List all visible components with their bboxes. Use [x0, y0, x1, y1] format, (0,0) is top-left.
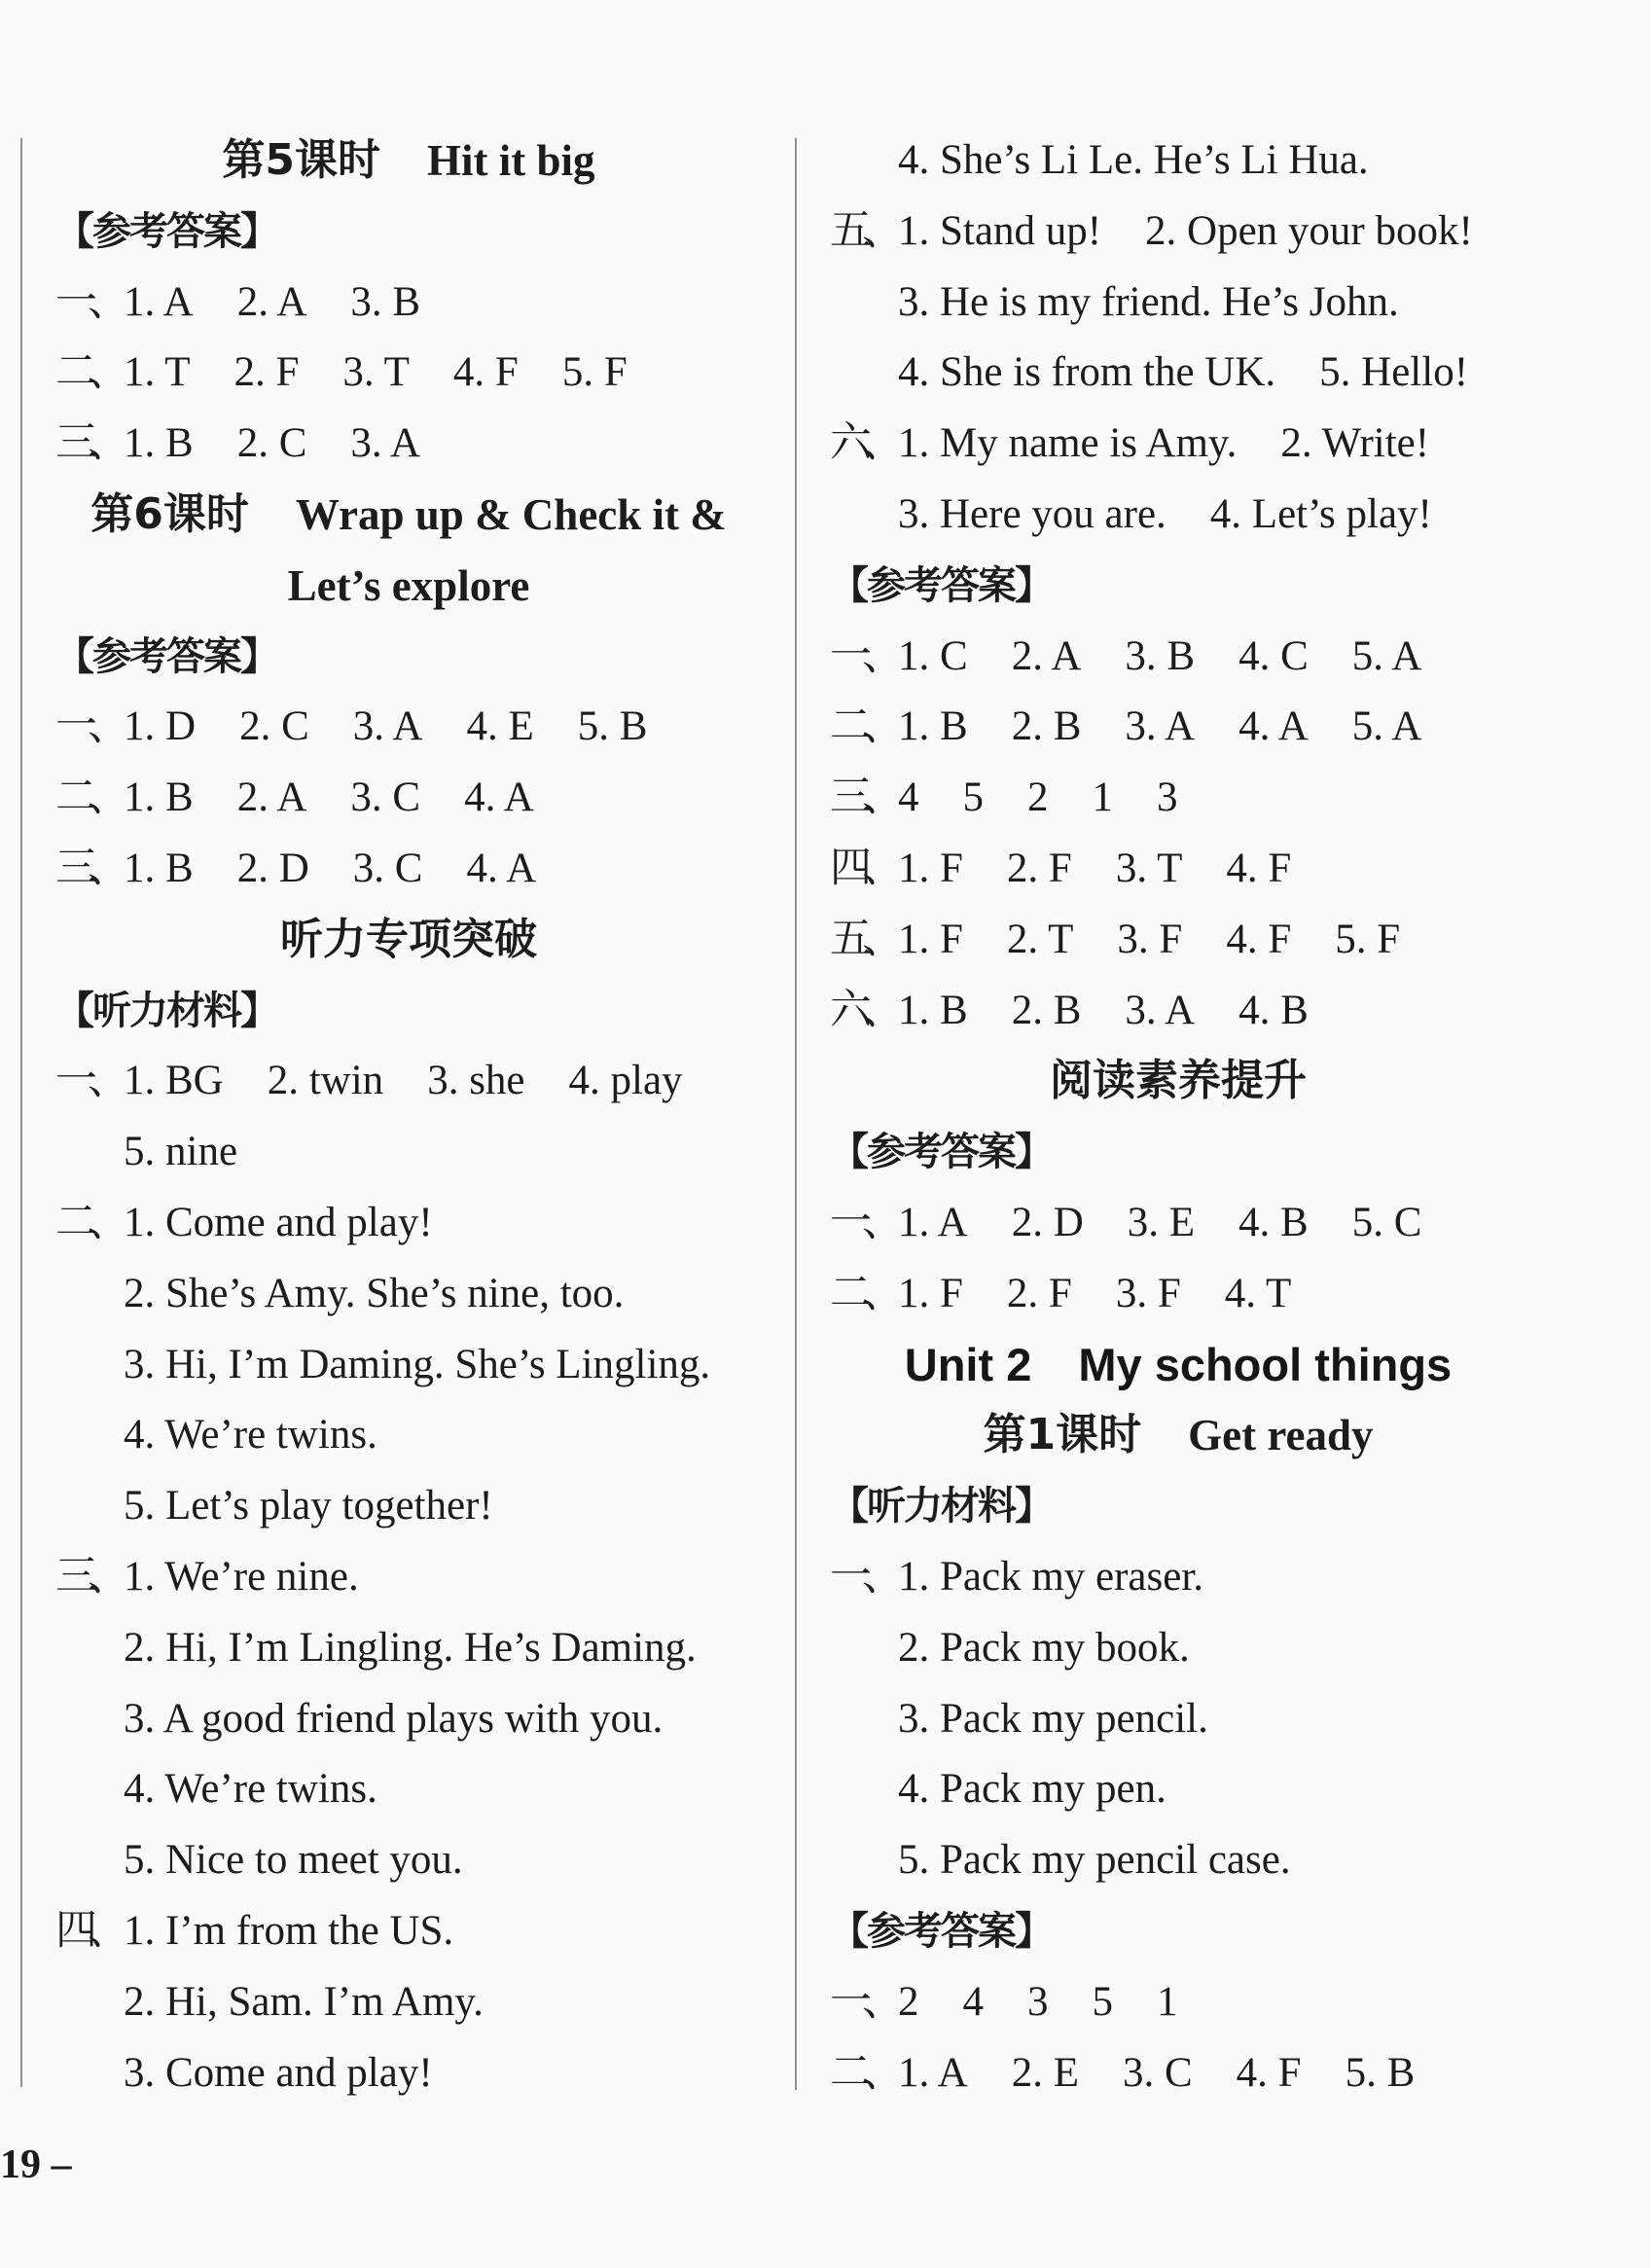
- answer-item: 3. Hi, I’m Daming. She’s Lingling.: [124, 1341, 711, 1387]
- answer-item: 4. E: [466, 703, 534, 750]
- right-column: [796, 126, 1561, 2108]
- answer-item: 3: [1157, 774, 1178, 821]
- answer-item: 4. F: [1226, 845, 1292, 891]
- answer-item: 2. Hi, Sam. I’m Amy.: [124, 1978, 484, 2025]
- section-label: [796, 1117, 1561, 1188]
- answer-line: [21, 834, 796, 905]
- heading-part: My school things: [1078, 1338, 1453, 1390]
- answer-line: [21, 2038, 796, 2109]
- answer-item: 2. B: [1011, 987, 1082, 1033]
- answer-item: 3. C: [352, 845, 423, 891]
- answer-item: 3. B: [350, 278, 421, 325]
- answer-item: 1. Come and play!: [124, 1199, 433, 1245]
- answer-item: 2. She’s Amy. She’s nine, too.: [124, 1270, 625, 1316]
- answer-item: 5: [962, 774, 984, 821]
- heading-part: 第5课时: [222, 135, 381, 185]
- answer-item: 5. F: [561, 349, 628, 396]
- answer-item: 2. F: [233, 349, 300, 396]
- answer-item: 3. she: [427, 1058, 525, 1104]
- answer-item: 4: [898, 774, 919, 821]
- answer-item: 4. play: [568, 1058, 683, 1104]
- section-label-text: 【参考答案】: [830, 1908, 1052, 1954]
- answer-line: [21, 1330, 796, 1401]
- answer-item: 5. A: [1351, 703, 1422, 750]
- answer-line: [21, 692, 796, 763]
- answer-item: 3. A good friend plays with you.: [124, 1695, 664, 1742]
- answer-line: [21, 1259, 796, 1330]
- answer-item: 1. B: [124, 774, 194, 821]
- answer-item: 5. C: [1351, 1199, 1422, 1245]
- question-number: 二、: [55, 774, 120, 821]
- question-number: 四、: [55, 1907, 120, 1954]
- answer-line: [21, 1188, 796, 1259]
- answer-line: [796, 197, 1561, 268]
- heading-part: 第6课时: [90, 488, 249, 539]
- section-label: [796, 1471, 1561, 1542]
- answer-item: 3. Here you are.: [898, 490, 1166, 537]
- answer-item: 3. Pack my pencil.: [898, 1695, 1208, 1742]
- section-label-text: 【参考答案】: [830, 1130, 1052, 1175]
- answer-item: 2: [1027, 774, 1049, 821]
- answer-item: 5. A: [1351, 632, 1422, 679]
- answer-item: 4. A: [466, 845, 537, 891]
- answer-line: [21, 1825, 796, 1896]
- lesson-heading: [796, 1400, 1561, 1471]
- answer-line: [21, 268, 796, 339]
- answer-item: 2. Open your book!: [1145, 207, 1473, 254]
- answer-item: 4. B: [1238, 1199, 1309, 1245]
- answer-item: 5. Hello!: [1319, 349, 1469, 396]
- section-label-text: 【参考答案】: [55, 208, 277, 254]
- answer-item: 2. F: [1006, 845, 1072, 891]
- answer-line: [796, 1259, 1561, 1330]
- answer-item: 5. nine: [124, 1129, 238, 1175]
- answer-line: [21, 1967, 796, 2038]
- heading-part: Hit it big: [427, 136, 595, 185]
- lesson-heading: [796, 1046, 1561, 1117]
- answer-line: [21, 409, 796, 480]
- answer-item: 3. A: [350, 420, 421, 467]
- answer-item: 4. Let’s play!: [1209, 490, 1432, 537]
- question-number: 二、: [830, 2049, 894, 2096]
- answer-item: 3. He is my friend. He’s John.: [898, 278, 1399, 325]
- question-number: 五、: [830, 207, 894, 254]
- answer-item: 5: [1092, 1978, 1113, 2025]
- section-label: [21, 976, 796, 1047]
- answer-item: 1. A: [124, 278, 194, 325]
- answer-line: [21, 1613, 796, 1684]
- answer-item: 4. Pack my pen.: [898, 1766, 1166, 1813]
- question-number: 三、: [55, 420, 120, 467]
- section-label-text: 【参考答案】: [55, 633, 277, 679]
- answer-item: 3. A: [1125, 703, 1196, 750]
- answer-item: 1. B: [898, 987, 968, 1033]
- page-number: 19 –: [0, 2142, 72, 2187]
- question-number: 六、: [830, 987, 894, 1033]
- question-number: 五、: [830, 916, 894, 962]
- question-number: 二、: [55, 1199, 120, 1245]
- answer-item: 3. A: [1125, 987, 1196, 1033]
- answer-line: [21, 1896, 796, 1967]
- answer-item: 1: [1157, 1978, 1178, 2025]
- answer-item: 2. T: [1006, 916, 1074, 962]
- answer-line: [21, 1046, 796, 1117]
- answer-line: [21, 338, 796, 409]
- section-label: [21, 622, 796, 693]
- answer-item: 1. B: [124, 420, 194, 467]
- answer-line: [796, 1188, 1561, 1259]
- answer-line: [796, 338, 1561, 409]
- answer-item: 1. F: [898, 1270, 963, 1316]
- answer-item: 4. C: [1238, 632, 1309, 679]
- answer-item: 4. We’re twins.: [124, 1412, 377, 1458]
- left-column: [21, 126, 796, 2108]
- answer-item: 2. D: [236, 845, 309, 891]
- answer-item: 2. C: [239, 703, 309, 750]
- answer-item: 4. F: [1226, 916, 1292, 962]
- answer-line: [21, 1684, 796, 1755]
- answer-line: [796, 834, 1561, 905]
- answer-item: 4. She’s Li Le. He’s Li Hua.: [898, 137, 1369, 183]
- answer-item: 1. I’m from the US.: [124, 1907, 454, 1954]
- answer-item: 2. F: [1006, 1270, 1072, 1316]
- question-number: 六、: [830, 420, 894, 467]
- question-number: 一、: [830, 1199, 894, 1245]
- answer-item: 4. T: [1224, 1270, 1292, 1316]
- answer-item: 2. B: [1011, 703, 1082, 750]
- answer-item: 1. B: [124, 845, 194, 891]
- answer-line: [796, 1825, 1561, 1896]
- heading-part: Wrap up & Check it &: [295, 489, 727, 539]
- question-number: 一、: [830, 632, 894, 679]
- answer-item: 3. F: [1117, 916, 1183, 962]
- question-number: 一、: [55, 278, 120, 325]
- answer-line: [21, 1754, 796, 1825]
- answer-item: 1. A: [898, 1199, 968, 1245]
- answer-line: [796, 1967, 1561, 2038]
- question-number: 一、: [55, 1058, 120, 1104]
- question-number: 三、: [830, 774, 894, 821]
- question-number: 一、: [55, 703, 120, 750]
- answer-line: [21, 763, 796, 834]
- answer-item: 3: [1027, 1978, 1049, 2025]
- answer-line: [796, 409, 1561, 480]
- answer-item: 1. D: [124, 703, 197, 750]
- answer-line: [796, 126, 1561, 197]
- lesson-heading: [21, 551, 796, 622]
- answer-item: 2. C: [236, 420, 307, 467]
- answer-item: 2. twin: [267, 1058, 384, 1104]
- answer-item: 5. Nice to meet you.: [124, 1837, 463, 1884]
- answer-line: [796, 1542, 1561, 1613]
- answer-item: 2. E: [1011, 2049, 1079, 2096]
- answer-line: [796, 976, 1561, 1047]
- answer-line: [21, 1542, 796, 1613]
- question-number: 一、: [830, 1978, 894, 2025]
- section-label: [21, 197, 796, 268]
- answer-item: 4: [962, 1978, 984, 2025]
- answer-item: 1. BG: [124, 1058, 224, 1104]
- question-number: 二、: [830, 1270, 894, 1316]
- answer-line: [796, 2038, 1561, 2109]
- question-number: 四、: [830, 845, 894, 891]
- answer-line: [796, 1613, 1561, 1684]
- answer-item: 1. Stand up!: [898, 207, 1102, 254]
- answer-line: [21, 1117, 796, 1188]
- section-label: [796, 551, 1561, 622]
- heading-part: Let’s explore: [287, 560, 530, 610]
- answer-item: 2. Hi, I’m Lingling. He’s Daming.: [124, 1624, 697, 1671]
- question-number: 三、: [55, 845, 120, 891]
- question-number: 二、: [830, 703, 894, 750]
- answer-item: 2. A: [1011, 632, 1082, 679]
- section-label-text: 【听力材料】: [55, 988, 277, 1033]
- heading-part: 第1课时: [983, 1410, 1142, 1460]
- answer-item: 1. My name is Amy.: [898, 420, 1238, 467]
- question-number: 三、: [55, 1553, 120, 1600]
- answer-item: 5. F: [1335, 916, 1401, 962]
- answer-item: 5. Let’s play together!: [124, 1483, 493, 1530]
- answer-item: 3. Come and play!: [124, 2049, 433, 2096]
- answer-item: 5. B: [1345, 2049, 1416, 2096]
- answer-item: 3. F: [1115, 1270, 1181, 1316]
- heading-part: 听力专项突破: [280, 914, 537, 964]
- lesson-heading: [21, 480, 796, 551]
- answer-item: 2. Write!: [1280, 420, 1430, 467]
- section-label-text: 【参考答案】: [830, 562, 1052, 608]
- answer-item: 1. A: [898, 2049, 968, 2096]
- answer-item: 3. T: [1115, 845, 1183, 891]
- heading-part: 阅读素养提升: [1050, 1056, 1307, 1106]
- answer-item: 3. E: [1127, 1199, 1196, 1245]
- lesson-heading: [21, 126, 796, 197]
- answer-item: 3. A: [352, 703, 423, 750]
- answer-item: 4. A: [464, 774, 534, 821]
- answer-item: 1. T: [124, 349, 191, 396]
- answer-item: 3. C: [350, 774, 421, 821]
- answer-line: [796, 1684, 1561, 1755]
- lesson-heading: [21, 905, 796, 976]
- answer-item: 5. Pack my pencil case.: [898, 1837, 1291, 1884]
- answer-item: 4. We’re twins.: [124, 1766, 377, 1813]
- answer-line: [796, 692, 1561, 763]
- answer-item: 1. Pack my eraser.: [898, 1553, 1204, 1600]
- answer-item: 5. B: [577, 703, 648, 750]
- section-label-text: 【听力材料】: [830, 1484, 1052, 1530]
- answer-line: [796, 622, 1561, 693]
- answer-item: 2. A: [236, 774, 307, 821]
- answer-item: 4. A: [1238, 703, 1309, 750]
- answer-line: [796, 905, 1561, 976]
- answer-item: 2. Pack my book.: [898, 1624, 1190, 1671]
- answer-item: 4. F: [452, 349, 519, 396]
- answer-item: 1: [1092, 774, 1113, 821]
- answer-line: [796, 268, 1561, 339]
- answer-line: [796, 1754, 1561, 1825]
- question-number: 一、: [830, 1553, 894, 1600]
- section-label: [796, 1896, 1561, 1967]
- answer-line: [796, 763, 1561, 834]
- answer-line: [796, 480, 1561, 551]
- answer-item: 4. She is from the UK.: [898, 349, 1276, 396]
- answer-line: [21, 1400, 796, 1471]
- answer-item: 1. C: [898, 632, 968, 679]
- answer-item: 4. B: [1238, 987, 1309, 1033]
- answer-item: 1. F: [898, 845, 963, 891]
- answer-item: 4. F: [1236, 2049, 1302, 2096]
- heading-part: Get ready: [1188, 1411, 1374, 1460]
- answer-item: 1. F: [898, 916, 963, 962]
- question-number: 二、: [55, 349, 120, 396]
- answer-item: 3. C: [1122, 2049, 1193, 2096]
- answer-item: 1. We’re nine.: [124, 1553, 359, 1600]
- answer-item: 2. D: [1011, 1199, 1084, 1245]
- answer-item: 2. A: [236, 278, 307, 325]
- heading-part: Unit 2: [904, 1338, 1032, 1390]
- answer-item: 2: [898, 1978, 919, 2025]
- answer-item: 1. B: [898, 703, 968, 750]
- unit-title: [796, 1330, 1561, 1401]
- answer-item: 3. T: [342, 349, 410, 396]
- answer-line: [21, 1471, 796, 1542]
- answer-item: 3. B: [1125, 632, 1196, 679]
